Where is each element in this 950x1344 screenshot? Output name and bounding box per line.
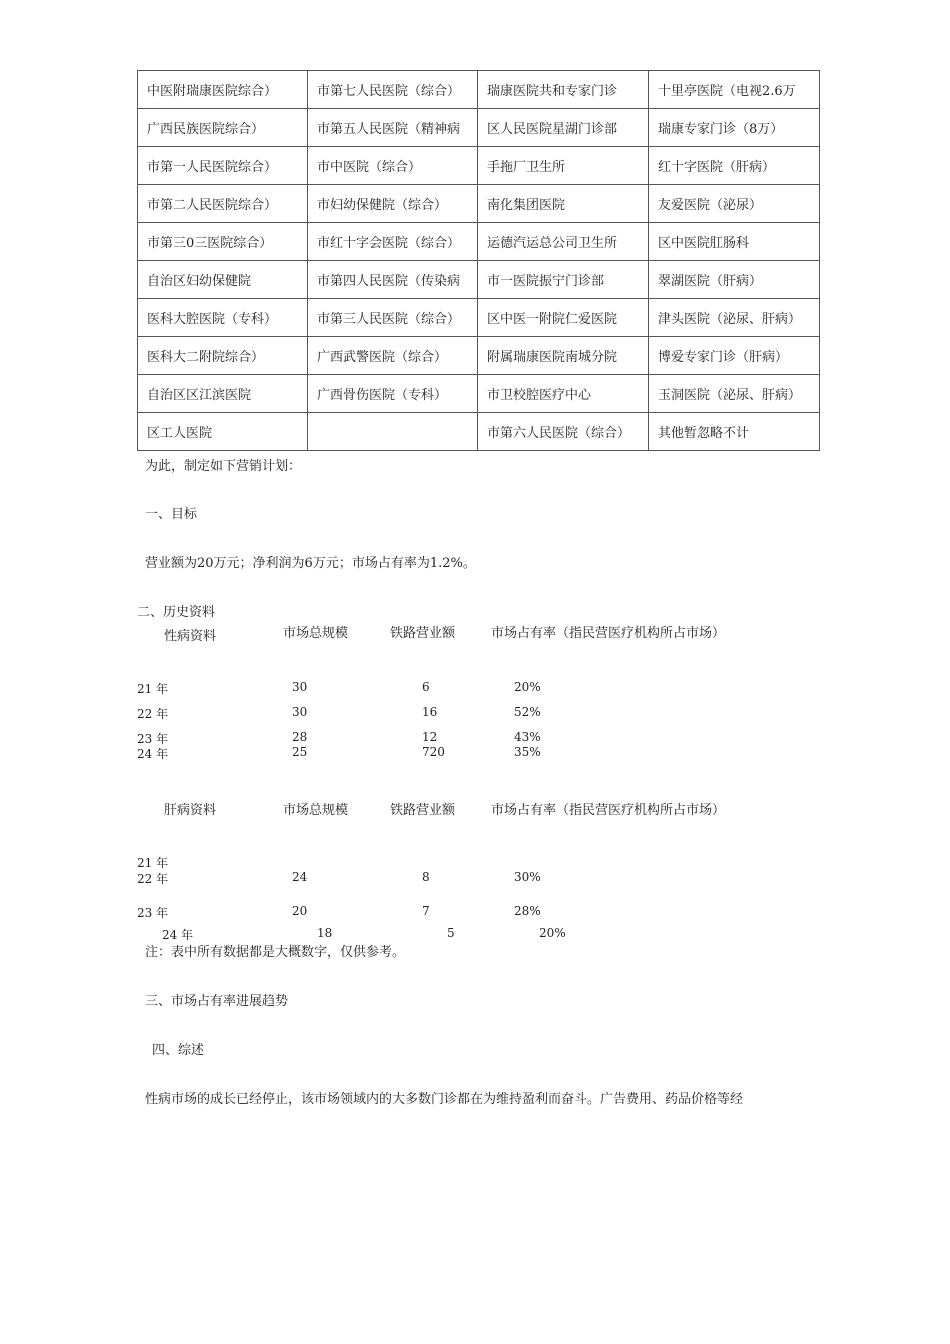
liver-row-revenue: 7 — [422, 904, 430, 918]
table-cell: 津头医院（泌尿、肝病） — [649, 299, 820, 337]
liver-row-total: 18 — [317, 926, 333, 940]
liver-row-total: 24 — [292, 870, 308, 884]
table-cell: 博爱专家门诊（肝病） — [649, 337, 820, 375]
std-header-total: 市场总规模 — [283, 626, 349, 641]
liver-row-revenue: 5 — [447, 926, 455, 940]
table-row — [138, 147, 820, 185]
std-row-revenue: 6 — [422, 680, 430, 694]
std-row-revenue: 16 — [422, 705, 438, 719]
table-cell: 中医附瑞康医院综合） — [138, 71, 308, 109]
table-cell: 市第四人民医院（传染病 — [308, 261, 478, 299]
std-row-year: 21 年 — [137, 682, 169, 696]
table-cell: 市第一人民医院综合） — [138, 147, 308, 185]
liver-row-share: 30% — [514, 870, 541, 884]
table-cell: 区中医一附院仁爱医院 — [478, 299, 649, 337]
liver-row-share: 20% — [539, 926, 566, 940]
liver-row-year: 23 年 — [137, 906, 169, 920]
table-cell: 市红十字会医院（综合） — [308, 223, 478, 261]
std-row-year: 24 年 — [137, 747, 169, 761]
table-row — [138, 185, 820, 223]
table-cell: 翠湖医院（肝病） — [649, 261, 820, 299]
table-cell: 市第三人民医院（综合） — [308, 299, 478, 337]
table-cell: 自治区区江滨医院 — [138, 375, 308, 413]
table-cell: 广西武警医院（综合） — [308, 337, 478, 375]
liver-row-revenue: 8 — [422, 870, 430, 884]
liver-row-year: 24 年 — [162, 928, 194, 942]
table-cell: 其他暂忽略不计 — [649, 413, 820, 451]
std-row-total: 28 — [292, 730, 308, 744]
hospital-table — [137, 70, 820, 451]
table-cell: 市一医院振宁门诊部 — [478, 261, 649, 299]
table-cell: 友爱医院（泌尿） — [649, 185, 820, 223]
table-row — [138, 223, 820, 261]
std-row-total: 25 — [292, 745, 308, 759]
std-row-share: 43% — [514, 730, 541, 744]
intro-text: 为此，制定如下营销计划： — [145, 459, 302, 474]
table-row — [138, 337, 820, 375]
std-row-revenue: 12 — [422, 730, 438, 744]
section4-heading: 四、综述 — [152, 1043, 205, 1058]
std-row-share: 20% — [514, 680, 541, 694]
table-cell: 市第二人民医院综合） — [138, 185, 308, 223]
liver-row-year: 21 年 — [137, 856, 169, 870]
std-row-year: 23 年 — [137, 732, 169, 746]
std-header-label: 性病资料 — [164, 629, 217, 644]
section2-heading: 二、历史资料 — [137, 605, 216, 620]
table-row — [138, 413, 820, 451]
liver-row-total: 20 — [292, 904, 308, 918]
std-row-year: 22 年 — [137, 707, 169, 721]
section1-heading: 一、目标 — [145, 507, 198, 522]
std-row-revenue: 720 — [422, 745, 445, 759]
table-cell: 运德汽运总公司卫生所 — [478, 223, 649, 261]
table-row — [138, 71, 820, 109]
liver-header-share: 市场占有率（指民营医疗机构所占市场） — [491, 803, 726, 818]
table-cell: 医科大腔医院（专科） — [138, 299, 308, 337]
table-cell: 瑞康医院共和专家门诊 — [478, 71, 649, 109]
table-cell: 市第三0三医院综合） — [138, 223, 308, 261]
table-row — [138, 109, 820, 147]
std-header-share: 市场占有率（指民营医疗机构所占市场） — [491, 626, 726, 641]
table-cell: 附属瑞康医院南城分院 — [478, 337, 649, 375]
table-cell: 红十字医院（肝病） — [649, 147, 820, 185]
liver-row-year: 22 年 — [137, 872, 169, 886]
section3-heading: 三、市场占有率进展趋势 — [145, 994, 289, 1009]
table-cell: 手拖厂卫生所 — [478, 147, 649, 185]
table-cell: 南化集团医院 — [478, 185, 649, 223]
std-row-total: 30 — [292, 705, 308, 719]
std-row-total: 30 — [292, 680, 308, 694]
hospital-table-body — [138, 71, 820, 451]
table-row — [138, 375, 820, 413]
table-cell: 区人民医院星湖门诊部 — [478, 109, 649, 147]
table-cell: 区工人医院 — [138, 413, 308, 451]
table-cell: 市妇幼保健院（综合） — [308, 185, 478, 223]
liver-row-share: 28% — [514, 904, 541, 918]
table-cell: 自治区妇幼保健院 — [138, 261, 308, 299]
table-cell: 市第五人民医院（精神病 — [308, 109, 478, 147]
table-cell: 广西民族医院综合） — [138, 109, 308, 147]
table-cell — [308, 413, 478, 451]
table-cell: 市第六人民医院（综合） — [478, 413, 649, 451]
table-cell: 瑞康专家门诊（8万） — [649, 109, 820, 147]
section4-body: 性病市场的成长已经停止，该市场领域内的大多数门诊都在为维持盈利而奋斗。广告费用、药品价格等经 — [145, 1092, 744, 1107]
table-row — [138, 299, 820, 337]
liver-header-label: 肝病资料 — [164, 803, 217, 818]
std-header-revenue: 铁路营业额 — [390, 626, 456, 641]
table-cell: 市第七人民医院（综合） — [308, 71, 478, 109]
table-cell: 市卫校腔医疗中心 — [478, 375, 649, 413]
liver-header-total: 市场总规模 — [283, 803, 349, 818]
section1-body: 营业额为20万元；净利润为6万元；市场占有率为1.2%。 — [145, 556, 476, 571]
table-cell: 十里亭医院（电视2.6万 — [649, 71, 820, 109]
std-row-share: 35% — [514, 745, 541, 759]
table-cell: 区中医院肛肠科 — [649, 223, 820, 261]
table-cell: 医科大二附院综合） — [138, 337, 308, 375]
liver-header-revenue: 铁路营业额 — [390, 803, 456, 818]
table-cell: 玉洞医院（泌尿、肝病） — [649, 375, 820, 413]
table-cell: 市中医院（综合） — [308, 147, 478, 185]
std-row-share: 52% — [514, 705, 541, 719]
table-cell: 广西骨伤医院（专科） — [308, 375, 478, 413]
data-note: 注：表中所有数据都是大概数字，仅供参考。 — [145, 945, 406, 960]
table-row — [138, 261, 820, 299]
